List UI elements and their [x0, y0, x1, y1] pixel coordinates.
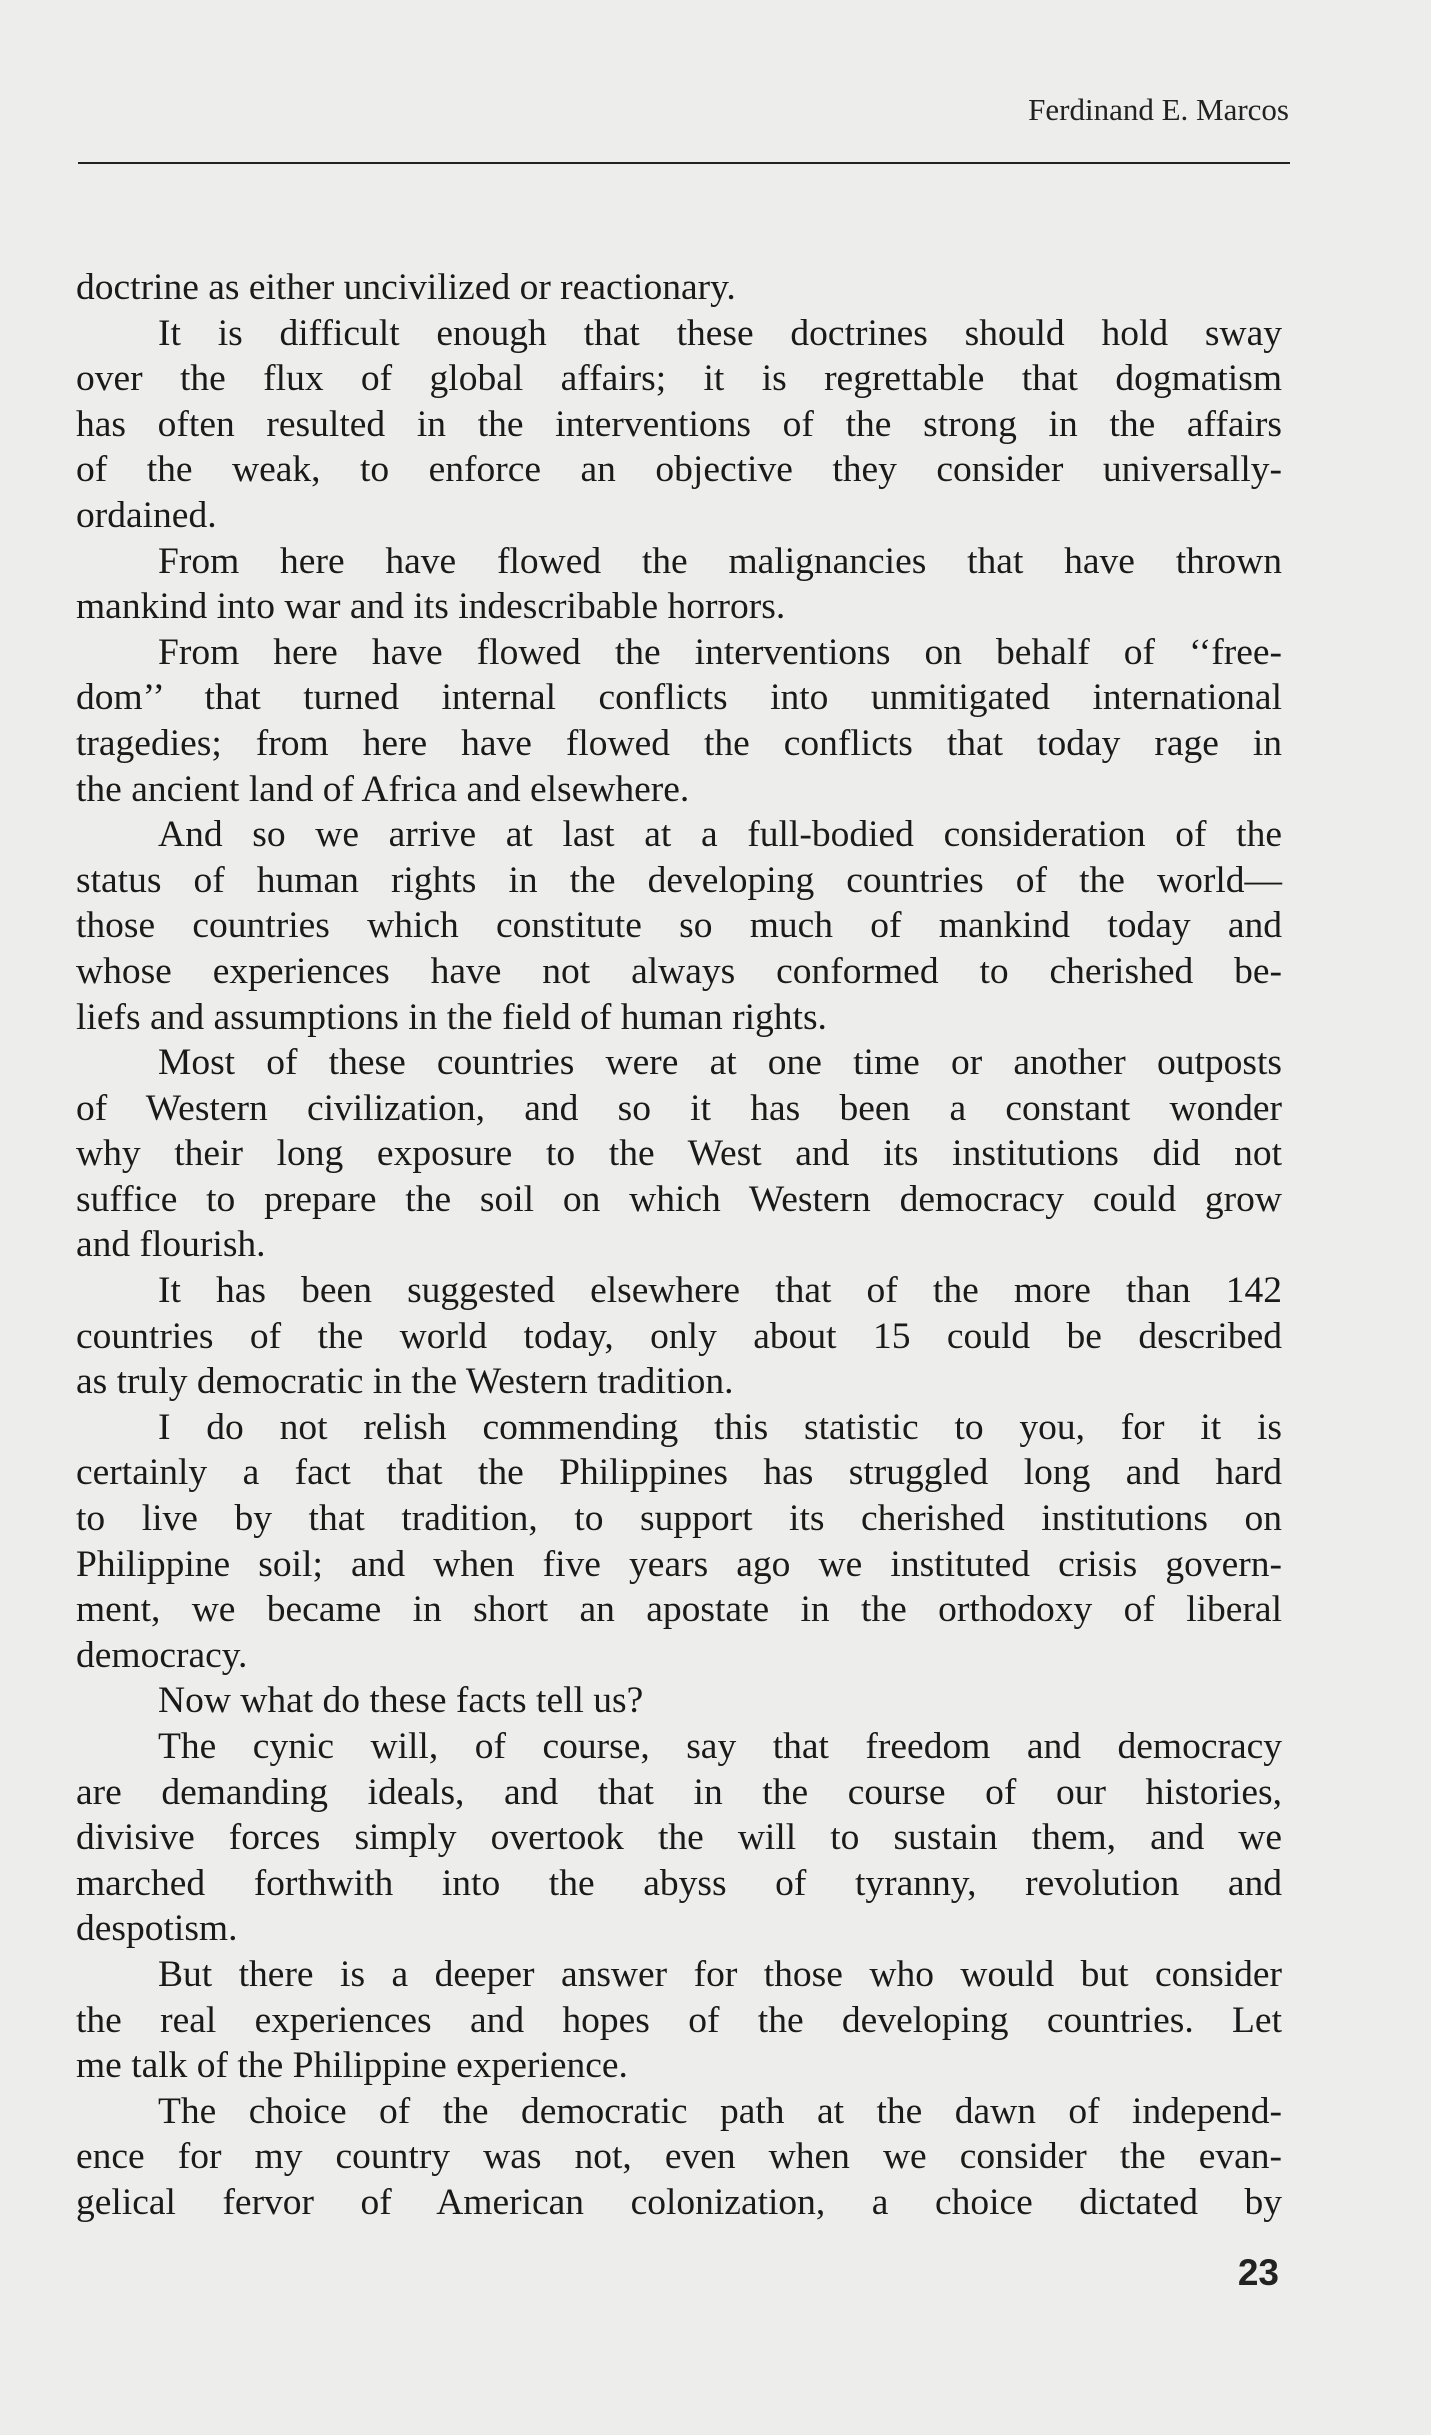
text-line: dom’’ that turned internal conflicts into unmitigated international — [76, 677, 1282, 719]
text-line: has often resulted in the interventions of the strong in the affairs — [76, 403, 1282, 445]
text-line: and flourish. — [76, 1224, 266, 1266]
text-line: The cynic will, of course, say that freedom and democracy — [158, 1726, 1282, 1767]
text-line: to live by that tradition, to support its cherished institutions on — [76, 1498, 1282, 1540]
paragraph — [76, 812, 1282, 1040]
text-line: status of human rights in the developing countries of the world— — [76, 859, 1282, 901]
running-head: Ferdinand E. Marcos — [1028, 92, 1289, 127]
text-line: Now what do these facts tell us? — [158, 1680, 644, 1722]
paragraph — [76, 1952, 1282, 2089]
text-line: tragedies; from here have flowed the conflicts that today rage in — [76, 722, 1282, 764]
paragraph — [76, 1405, 1282, 1679]
text-line: divisive forces simply overtook the will to sustain them, and we — [76, 1817, 1282, 1859]
text-line: ordained. — [76, 494, 217, 536]
text-line: countries of the world today, only about 15 could be described — [76, 1315, 1282, 1357]
text-line: It is difficult enough that these doctrines should hold sway — [158, 312, 1282, 354]
text-line: Philippine soil; and when five years ago we instituted crisis govern- — [76, 1543, 1282, 1585]
text-line: are demanding ideals, and that in the course of our histories, — [76, 1771, 1282, 1813]
text-line: of Western civilization, and so it has been a constant wonder — [76, 1087, 1282, 1129]
text-line: democracy. — [76, 1634, 248, 1676]
text-line: From here have flowed the malignancies that have thrown — [158, 540, 1282, 582]
text-line: over the flux of global affairs; it is regrettable that dogmatism — [76, 358, 1282, 400]
text-line: certainly a fact that the Philippines has struggled long and hard — [76, 1452, 1282, 1494]
text-line: whose experiences have not always conformed to cherished be- — [76, 950, 1282, 992]
paragraph — [76, 1678, 1282, 1724]
text-line: the ancient land of Africa and elsewhere. — [76, 768, 690, 810]
text-line: those countries which constitute so much of mankind today and — [76, 905, 1282, 947]
paragraph — [76, 1724, 1282, 1952]
text-line: From here have flowed the interventions on behalf of ‘‘free- — [158, 631, 1282, 673]
text-line: And so we arrive at last at a full-bodied consideration of the — [158, 814, 1282, 856]
paragraph — [76, 311, 1282, 539]
paragraph — [76, 2089, 1282, 2226]
text-line: me talk of the Philippine experience. — [76, 2045, 628, 2087]
text-line: marched forthwith into the abyss of tyranny, revolution and — [76, 1862, 1282, 1904]
text-line: gelical fervor of American colonization, a choice dictated by — [76, 2181, 1282, 2223]
text-line: ence for my country was not, even when we consider the evan- — [76, 2136, 1282, 2178]
text-line: the real experiences and hopes of the developing countries. Let — [76, 1999, 1282, 2041]
body-text — [76, 265, 1282, 2226]
text-line: liefs and assumptions in the field of human rights. — [76, 996, 827, 1038]
text-line: as truly democratic in the Western tradition. — [76, 1361, 734, 1403]
paragraph — [76, 630, 1282, 812]
text-line: despotism. — [76, 1908, 238, 1950]
text-line: why their long exposure to the West and its institutions did not — [76, 1133, 1282, 1175]
page-number: 23 — [1237, 2252, 1279, 2293]
text-line: I do not relish commending this statistic to you, for it is — [158, 1406, 1282, 1448]
text-line: The choice of the democratic path at the dawn of independ- — [158, 2090, 1282, 2132]
paragraph — [76, 1040, 1282, 1268]
paragraph — [76, 1268, 1282, 1405]
text-line: ment, we became in short an apostate in the orthodoxy of liberal — [76, 1589, 1282, 1631]
paragraph — [76, 539, 1282, 630]
text-line: doctrine as either uncivilized or reactionary. — [76, 267, 736, 308]
paragraph — [76, 265, 1282, 311]
text-line: It has been suggested elsewhere that of the more than 142 — [158, 1270, 1282, 1312]
text-line: mankind into war and its indescribable horrors. — [76, 586, 786, 628]
header-rule — [78, 162, 1290, 164]
text-line: But there is a deeper answer for those who would but consider — [158, 1953, 1282, 1995]
text-line: of the weak, to enforce an objective they consider universally- — [76, 449, 1282, 491]
text-line: Most of these countries were at one time or another outposts — [158, 1042, 1282, 1084]
text-line: suffice to prepare the soil on which Western democracy could grow — [76, 1178, 1282, 1220]
